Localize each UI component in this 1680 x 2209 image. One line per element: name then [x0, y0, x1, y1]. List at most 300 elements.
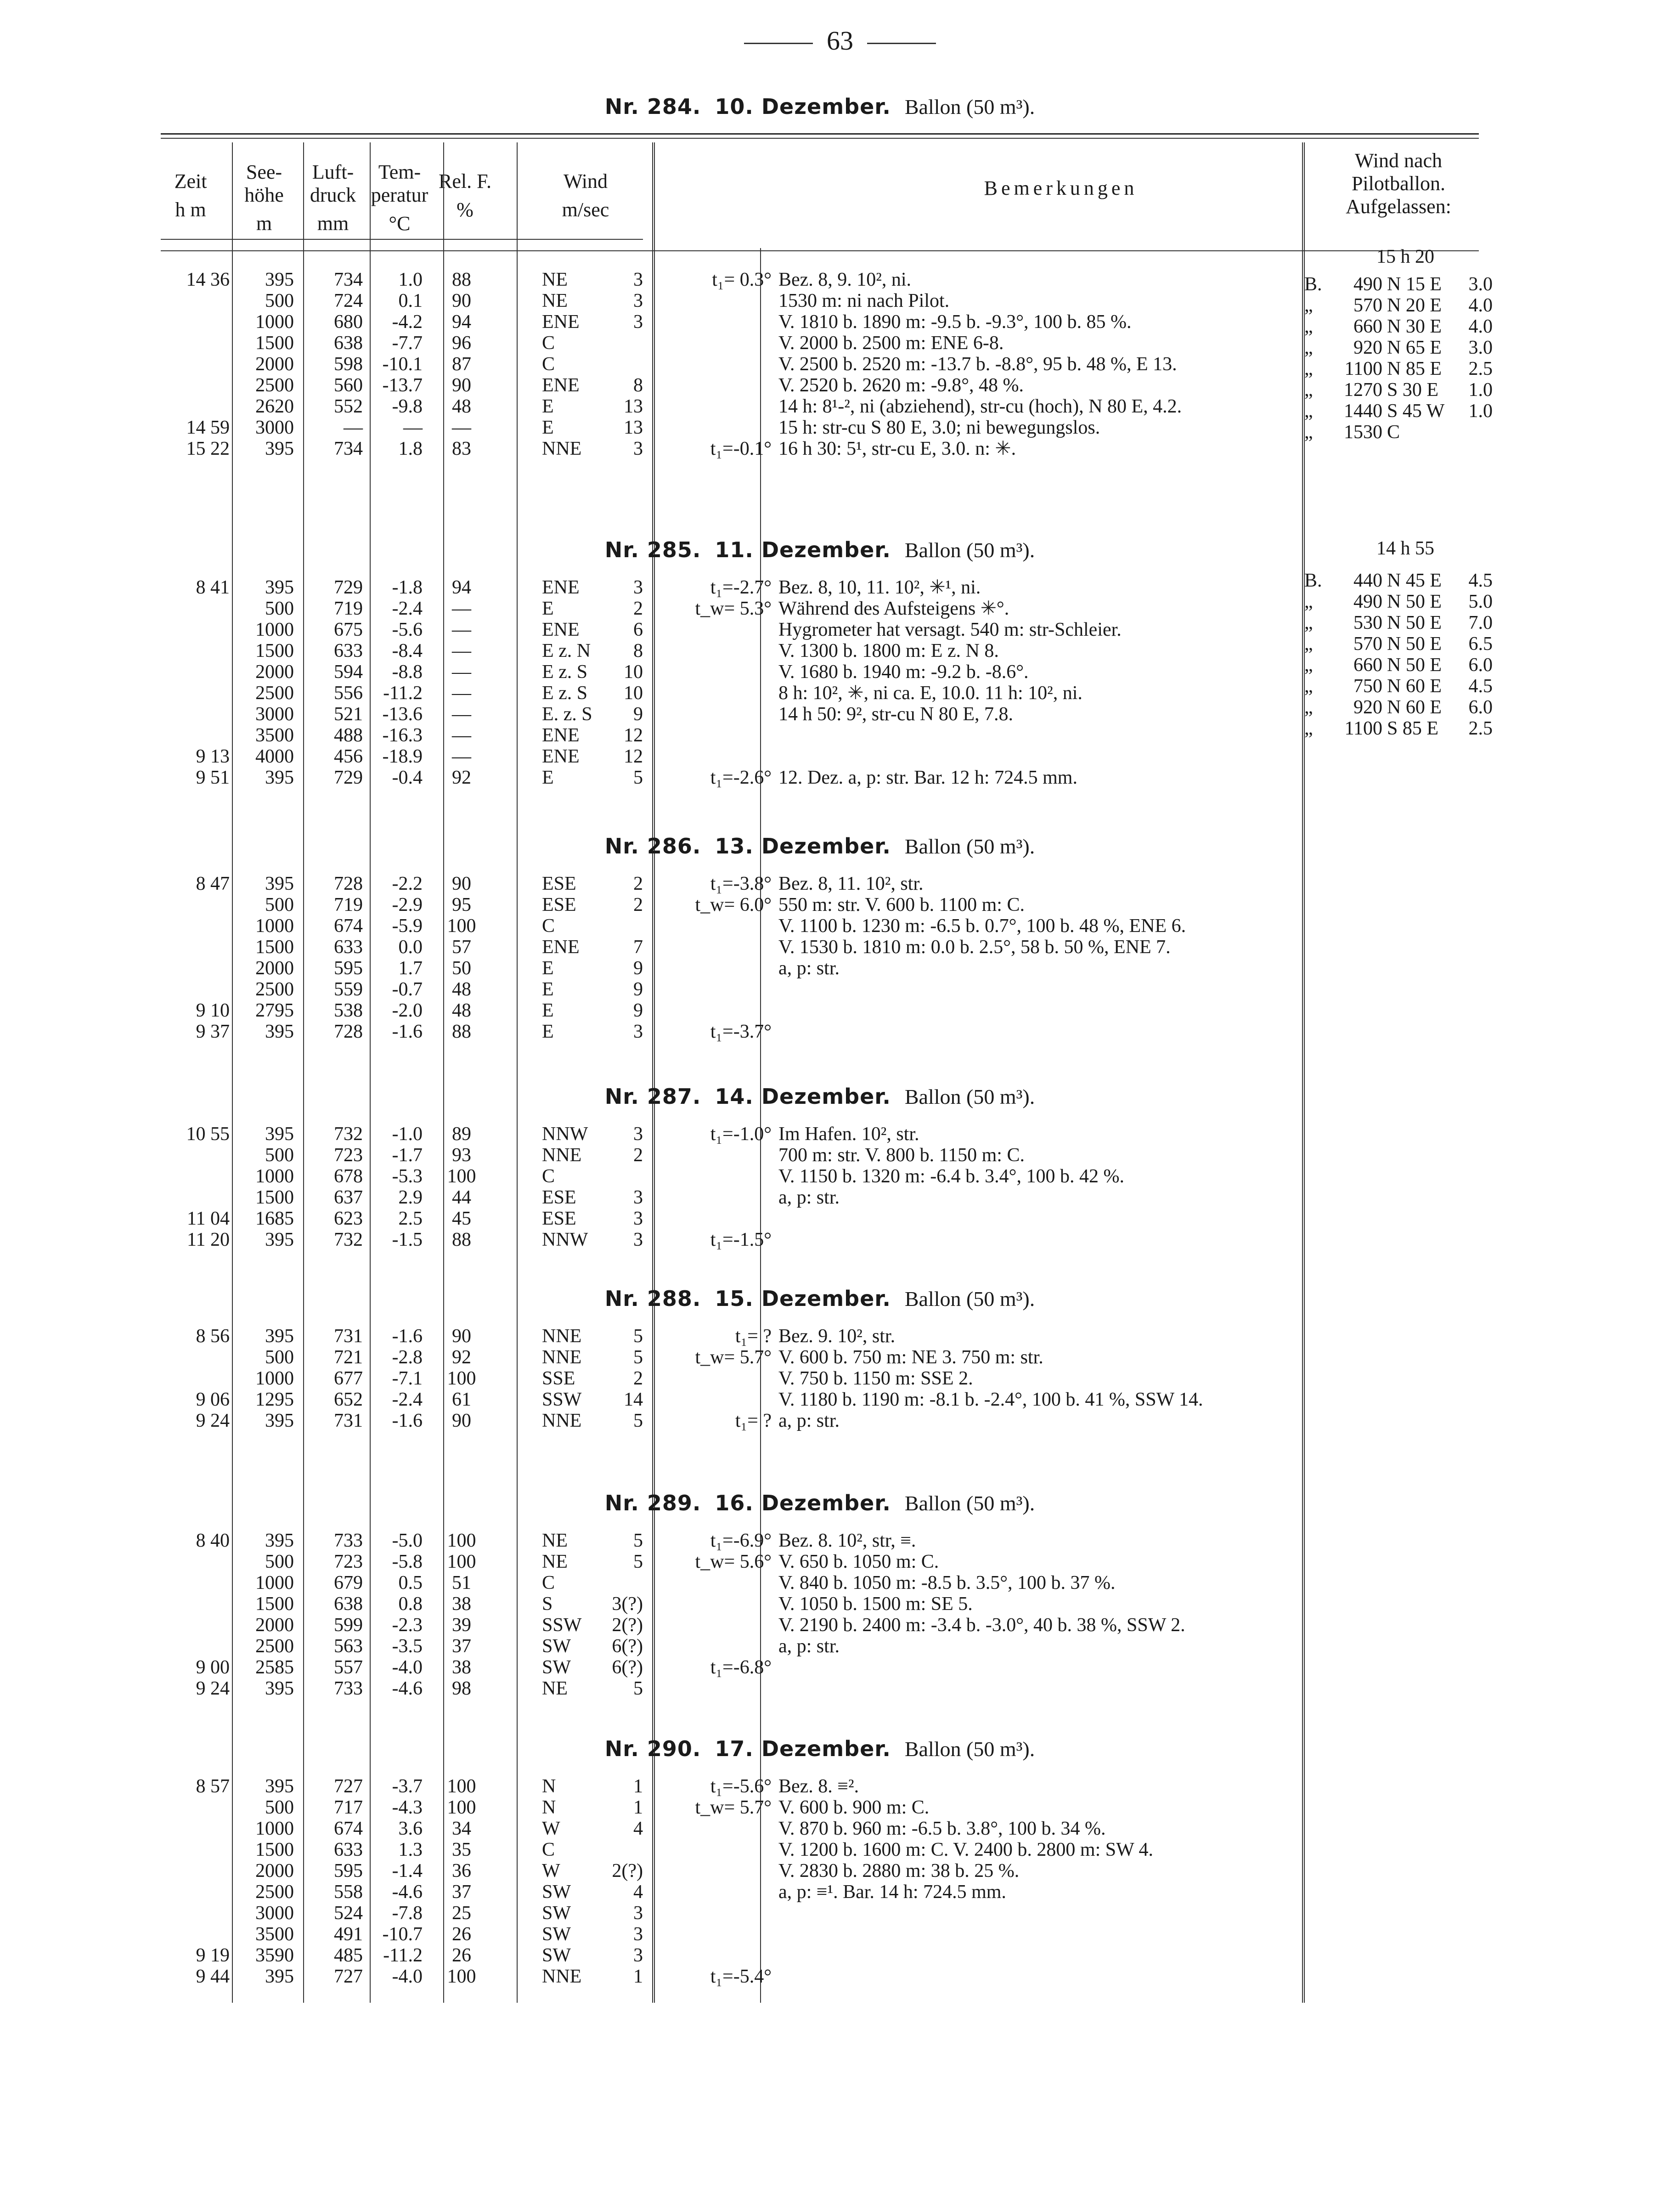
cell-rem: a, p: ≡¹. Bar. 14 h: 724.5 mm.: [778, 1881, 1006, 1903]
cell-rem: V. 650 b. 1050 m: C.: [778, 1551, 939, 1572]
cell-druck: 727: [334, 1966, 363, 1987]
pilot-pre: „: [1304, 379, 1313, 401]
cell-wspd: 3: [633, 269, 643, 290]
cell-rem: 700 m: str. V. 800 b. 1150 m: C.: [778, 1145, 1025, 1166]
cell-rem: Bez. 8, 9. 10², ni.: [778, 269, 912, 290]
cell-wspd: 9: [633, 1000, 643, 1021]
cell-wspd: 2: [633, 1368, 643, 1389]
table-row: [161, 1923, 1483, 1946]
cell-temp: -5.8: [392, 1551, 423, 1572]
cell-temp: -4.6: [392, 1678, 423, 1699]
pilot-alt: 570: [1353, 295, 1382, 316]
cell-hoehe: 2000: [255, 661, 294, 683]
cell-rel: 88: [452, 1021, 471, 1042]
cell-zeit: 9 24: [196, 1678, 230, 1699]
cell-rem: 8 h: 10², ✳, ni ca. E, 10.0. 11 h: 10², ni.: [778, 683, 1082, 704]
table-row: [161, 1860, 1483, 1882]
cell-wdir: C: [542, 1572, 555, 1593]
pilot-spd: 6.0: [1468, 697, 1493, 718]
cell-tt: t₁= ?: [735, 1410, 772, 1431]
pilot-alt: 920: [1353, 337, 1382, 358]
cell-wspd: 6: [633, 619, 643, 640]
cell-rem: a, p: str.: [778, 958, 840, 979]
cell-wdir: ENE: [542, 311, 580, 333]
cell-wdir: NNW: [542, 1229, 588, 1250]
cell-temp: -10.1: [382, 354, 423, 375]
cell-wdir: E z. S: [542, 683, 588, 704]
cell-druck: —: [344, 417, 363, 438]
header-seehoehe-label: See-höhe: [244, 161, 284, 206]
cell-wdir: SSW: [542, 1615, 582, 1636]
cell-wdir: SW: [542, 1924, 571, 1945]
cell-rel: 100: [447, 1530, 476, 1551]
cell-druck: 652: [334, 1389, 363, 1410]
cell-wdir: SW: [542, 1881, 571, 1903]
cell-rel: 88: [452, 269, 471, 290]
cell-temp: -4.0: [392, 1657, 423, 1678]
table-top-rule: [161, 133, 1479, 135]
cell-hoehe: 1500: [255, 1593, 294, 1615]
cell-druck: 557: [334, 1657, 363, 1678]
cell-temp: -18.9: [382, 746, 423, 767]
cell-rel: —: [452, 640, 471, 661]
cell-druck: 491: [334, 1924, 363, 1945]
table-row: [161, 1775, 1483, 1798]
pilot-row: [1304, 696, 1497, 719]
cell-tt: t₁=-6.9°: [710, 1530, 772, 1551]
cell-druck: 719: [334, 894, 363, 915]
cell-rel: 25: [452, 1903, 471, 1924]
cell-rem: V. 1810 b. 1890 m: -9.5 b. -9.3°, 100 b. 85 %.: [778, 311, 1132, 333]
pilot-alt: 530: [1353, 612, 1382, 633]
table-row: [161, 1367, 1483, 1390]
cell-hoehe: 2500: [255, 683, 294, 704]
cell-druck: 679: [334, 1572, 363, 1593]
table-row: [161, 438, 1483, 460]
cell-hoehe: 500: [265, 894, 294, 915]
cell-temp: -9.8: [392, 396, 423, 417]
cell-wspd: 4: [633, 1881, 643, 1903]
page-number: [0, 25, 1680, 56]
cell-hoehe: 395: [265, 577, 294, 598]
cell-wspd: 5: [633, 1530, 643, 1551]
ascent-number: Nr. 289.: [604, 1491, 701, 1515]
pilot-row: [1304, 400, 1497, 423]
ascent-date: 15. Dezember.: [715, 1286, 891, 1311]
cell-hoehe: 395: [265, 1124, 294, 1145]
cell-rel: 100: [447, 1166, 476, 1187]
cell-tt: t₁=-2.6°: [710, 767, 772, 788]
pilot-alt: 1530: [1344, 422, 1382, 443]
cell-druck: 674: [334, 1818, 363, 1839]
header-zeit: [161, 170, 220, 221]
table-row: [161, 1021, 1483, 1043]
pilot-spd: 1.0: [1468, 401, 1493, 422]
cell-druck: 677: [334, 1368, 363, 1389]
cell-rel: 26: [452, 1924, 471, 1945]
table-row: [161, 703, 1483, 726]
page-number-text: 63: [827, 26, 853, 56]
table-row: [161, 1839, 1483, 1861]
pilot-pre: „: [1304, 633, 1313, 655]
cell-tt: t_w= 5.3°: [695, 598, 772, 619]
table-row: [161, 1614, 1483, 1637]
pilot-spd: 6.5: [1468, 633, 1493, 655]
cell-wdir: NNE: [542, 1145, 582, 1166]
cell-wspd: 2: [633, 1145, 643, 1166]
cell-wspd: 10: [624, 661, 643, 683]
table-row: [161, 395, 1483, 418]
cell-zeit: 11 04: [187, 1208, 230, 1229]
ascent-number: Nr. 290.: [604, 1736, 701, 1761]
cell-rel: 51: [452, 1572, 471, 1593]
cell-wdir: E: [542, 396, 554, 417]
cell-wspd: 3: [633, 577, 643, 598]
cell-wspd: 9: [633, 979, 643, 1000]
cell-druck: 731: [334, 1410, 363, 1431]
pilot-spd: 4.5: [1468, 676, 1493, 697]
pilot-pre: „: [1304, 358, 1313, 379]
cell-temp: -13.6: [382, 704, 423, 725]
header-zeit-unit: h m: [175, 198, 206, 221]
page-number-rule-left: [744, 43, 813, 44]
cell-rel: 100: [447, 1551, 476, 1572]
ascent-number: Nr. 285.: [604, 537, 701, 562]
cell-druck: 680: [334, 311, 363, 333]
pilot-launch-time: 14 h 55: [1376, 538, 1434, 559]
cell-temp: -7.7: [392, 333, 423, 354]
pilot-row: [1304, 654, 1497, 677]
cell-rem: V. 1300 b. 1800 m: E z. N 8.: [778, 640, 999, 661]
cell-hoehe: 500: [265, 1797, 294, 1818]
cell-rel: 94: [452, 311, 471, 333]
table-row: [161, 1635, 1483, 1658]
pilot-pre: „: [1304, 655, 1313, 676]
table-row: [161, 1389, 1483, 1411]
pilot-alt: 490: [1353, 274, 1382, 295]
cell-temp: -11.2: [383, 1945, 423, 1966]
cell-temp: 1.7: [398, 958, 423, 979]
cell-temp: -1.6: [392, 1410, 423, 1431]
pilot-pre: „: [1304, 401, 1313, 422]
ascent-ballon: Ballon (50 m³).: [904, 95, 1035, 119]
cell-temp: -5.3: [392, 1166, 423, 1187]
cell-druck: 734: [334, 438, 363, 459]
pilot-dir: N 20 E: [1387, 295, 1442, 316]
ascent-number: Nr. 288.: [604, 1286, 701, 1311]
table-row: [161, 353, 1483, 376]
cell-hoehe: 2500: [255, 979, 294, 1000]
cell-druck: 633: [334, 640, 363, 661]
pilot-pre: „: [1304, 612, 1313, 633]
cell-tt: t₁=-1.0°: [710, 1124, 772, 1145]
table-row: [161, 1165, 1483, 1188]
cell-rel: 38: [452, 1593, 471, 1615]
cell-wdir: E z. S: [542, 661, 588, 683]
cell-hoehe: 1500: [255, 333, 294, 354]
cell-wdir: NNW: [542, 1124, 588, 1145]
cell-wdir: SSW: [542, 1389, 582, 1410]
cell-temp: -10.7: [382, 1924, 423, 1945]
pilot-dir: N 50 E: [1387, 591, 1442, 612]
cell-wspd: 5: [633, 1326, 643, 1347]
cell-rel: 39: [452, 1615, 471, 1636]
cell-druck: 723: [334, 1551, 363, 1572]
cell-rel: 98: [452, 1678, 471, 1699]
table-row: [161, 1123, 1483, 1146]
cell-temp: -2.4: [392, 1389, 423, 1410]
cell-druck: 721: [334, 1347, 363, 1368]
pilot-row: [1304, 675, 1497, 698]
cell-rel: —: [452, 704, 471, 725]
cell-wspd: 4: [633, 1818, 643, 1839]
cell-hoehe: 1500: [255, 640, 294, 661]
cell-temp: -1.6: [392, 1021, 423, 1042]
cell-rel: —: [452, 661, 471, 683]
cell-wspd: 1: [633, 1776, 643, 1797]
cell-hoehe: 2500: [255, 1881, 294, 1903]
ascent-date: 14. Dezember.: [715, 1084, 891, 1109]
cell-hoehe: 2000: [255, 1860, 294, 1881]
cell-zeit: 9 24: [196, 1410, 230, 1431]
cell-tt: t_w= 5.7°: [695, 1347, 772, 1368]
cell-rel: 26: [452, 1945, 471, 1966]
cell-wdir: NNE: [542, 1966, 582, 1987]
cell-rel: 83: [452, 438, 471, 459]
cell-wspd: 2: [633, 873, 643, 894]
cell-temp: -2.8: [392, 1347, 423, 1368]
table-row: [161, 1881, 1483, 1904]
ascent-title: [161, 1736, 1479, 1761]
cell-temp: -3.7: [392, 1776, 423, 1797]
cell-wdir: C: [542, 1839, 555, 1860]
table-row: [161, 1208, 1483, 1230]
header-wind-unit: m/sec: [562, 198, 609, 221]
pilot-alt: 660: [1353, 316, 1382, 337]
pilot-alt: 750: [1353, 676, 1382, 697]
cell-zeit: 14 36: [186, 269, 230, 290]
ascent-ballon: Ballon (50 m³).: [904, 835, 1035, 858]
cell-tt: t₁=-2.7°: [710, 577, 772, 598]
cell-tt: t_w= 5.7°: [695, 1797, 772, 1818]
cell-rel: 90: [452, 1326, 471, 1347]
cell-rel: 96: [452, 333, 471, 354]
cell-rem: a, p: str.: [778, 1636, 840, 1657]
cell-druck: 717: [334, 1797, 363, 1818]
cell-hoehe: 1500: [255, 937, 294, 958]
cell-wdir: NE: [542, 1678, 568, 1699]
cell-tt: t₁= 0.3°: [712, 269, 772, 290]
ascent-title: [161, 1286, 1479, 1311]
cell-tt: t₁= ?: [735, 1326, 772, 1347]
pilot-row: [1304, 612, 1497, 634]
cell-zeit: 8 57: [196, 1776, 230, 1797]
cell-wspd: 8: [633, 640, 643, 661]
cell-hoehe: 3000: [255, 1903, 294, 1924]
cell-temp: 0.5: [398, 1572, 423, 1593]
cell-druck: 558: [334, 1881, 363, 1903]
pilot-pre: „: [1304, 337, 1313, 358]
table-row: [161, 873, 1483, 895]
cell-rel: 48: [452, 979, 471, 1000]
cell-wdir: E: [542, 598, 554, 619]
cell-temp: -7.1: [392, 1368, 423, 1389]
cell-druck: 732: [334, 1229, 363, 1250]
pilot-row: [1304, 421, 1497, 444]
cell-temp: -5.6: [392, 619, 423, 640]
ascent-ballon: Ballon (50 m³).: [904, 538, 1035, 562]
cell-wdir: NNE: [542, 1410, 582, 1431]
header-bemerkungen-label: Bemerkungen: [984, 177, 1138, 199]
cell-rem: V. 600 b. 750 m: NE 3. 750 m: str.: [778, 1347, 1043, 1368]
cell-wdir: N: [542, 1776, 556, 1797]
header-luftdruck-label: Luft-druck: [310, 161, 356, 206]
cell-zeit: 9 37: [196, 1021, 230, 1042]
header-luftdruck-unit: mm: [317, 212, 349, 235]
cell-hoehe: 1000: [255, 1818, 294, 1839]
cell-rel: 37: [452, 1636, 471, 1657]
cell-wspd: 3: [633, 290, 643, 311]
cell-rem: V. 2830 b. 2880 m: 38 b. 25 %.: [778, 1860, 1020, 1881]
cell-druck: 719: [334, 598, 363, 619]
pilot-row: [1304, 718, 1497, 740]
pilot-spd: 3.0: [1468, 337, 1493, 358]
table-row: [161, 1551, 1483, 1573]
cell-wspd: 14: [624, 1389, 643, 1410]
header-seehoehe: [237, 161, 292, 235]
cell-rem: 14 h: 8¹-², ni (abziehend), str-cu (hoch), N 80 E, 4.2.: [778, 396, 1182, 417]
pilot-row: [1304, 316, 1497, 338]
cell-temp: -8.4: [392, 640, 423, 661]
cell-tt: t_w= 5.6°: [695, 1551, 772, 1572]
cell-wspd: 2(?): [612, 1615, 643, 1636]
cell-wdir: NE: [542, 1530, 568, 1551]
cell-druck: 598: [334, 354, 363, 375]
cell-temp: —: [403, 417, 423, 438]
cell-druck: 524: [334, 1903, 363, 1924]
cell-temp: -4.6: [392, 1881, 423, 1903]
cell-temp: -2.2: [392, 873, 423, 894]
cell-wdir: ENE: [542, 375, 580, 396]
cell-wspd: 1: [633, 1966, 643, 1987]
cell-rel: 61: [452, 1389, 471, 1410]
cell-druck: 556: [334, 683, 363, 704]
cell-zeit: 9 19: [196, 1945, 230, 1966]
cell-rel: 38: [452, 1657, 471, 1678]
cell-wdir: SW: [542, 1657, 571, 1678]
cell-temp: 0.0: [398, 937, 423, 958]
cell-druck: 599: [334, 1615, 363, 1636]
pilot-spd: 4.0: [1468, 295, 1493, 316]
cell-wspd: 3: [633, 1924, 643, 1945]
cell-hoehe: 395: [265, 1966, 294, 1987]
ascent-title: [161, 1084, 1479, 1109]
cell-wdir: ESE: [542, 1208, 576, 1229]
cell-wdir: SW: [542, 1636, 571, 1657]
pilot-spd: 1.0: [1468, 379, 1493, 401]
cell-zeit: 8 41: [196, 577, 230, 598]
cell-zeit: 10 55: [186, 1124, 230, 1145]
cell-rel: 92: [452, 767, 471, 788]
cell-hoehe: 395: [265, 1021, 294, 1042]
cell-zeit: 15 22: [186, 438, 230, 459]
cell-hoehe: 1000: [255, 1166, 294, 1187]
ascent-title: [161, 94, 1479, 119]
cell-wdir: C: [542, 354, 555, 375]
cell-rel: 92: [452, 1347, 471, 1368]
ascent-number: Nr. 287.: [604, 1084, 701, 1109]
cell-wdir: SW: [542, 1903, 571, 1924]
cell-wspd: 3: [633, 1124, 643, 1145]
cell-hoehe: 2500: [255, 1636, 294, 1657]
pilot-spd: 2.5: [1468, 358, 1493, 379]
table-row: [161, 1325, 1483, 1348]
pilot-dir: N 65 E: [1387, 337, 1442, 358]
cell-tt: t₁=-1.5°: [710, 1229, 772, 1250]
cell-hoehe: 1000: [255, 1368, 294, 1389]
pilot-alt: 570: [1353, 633, 1382, 655]
table-header: [161, 138, 1479, 253]
cell-druck: 728: [334, 873, 363, 894]
cell-wdir: NE: [542, 269, 568, 290]
cell-rel: 90: [452, 290, 471, 311]
cell-rel: 93: [452, 1145, 471, 1166]
cell-rem: 1530 m: ni nach Pilot.: [778, 290, 950, 311]
pilot-alt: 490: [1353, 591, 1382, 612]
cell-wspd: 6(?): [612, 1636, 643, 1657]
cell-wdir: W: [542, 1818, 560, 1839]
cell-hoehe: 1000: [255, 915, 294, 937]
cell-druck: 633: [334, 1839, 363, 1860]
pilot-pre: „: [1304, 591, 1313, 612]
cell-druck: 595: [334, 958, 363, 979]
cell-hoehe: 500: [265, 1551, 294, 1572]
cell-zeit: 9 13: [196, 746, 230, 767]
cell-rem: V. 600 b. 900 m: C.: [778, 1797, 930, 1818]
cell-wspd: 5: [633, 1678, 643, 1699]
cell-hoehe: 3000: [255, 417, 294, 438]
cell-wspd: 3: [633, 1229, 643, 1250]
cell-druck: 638: [334, 333, 363, 354]
cell-temp: -1.0: [392, 1124, 423, 1145]
pilot-pre: „: [1304, 422, 1313, 443]
cell-wspd: 3: [633, 1187, 643, 1208]
cell-hoehe: 1000: [255, 619, 294, 640]
cell-hoehe: 3000: [255, 704, 294, 725]
cell-zeit: 9 51: [196, 767, 230, 788]
cell-wspd: 3: [633, 1021, 643, 1042]
cell-rel: 90: [452, 873, 471, 894]
cell-wdir: ESE: [542, 873, 576, 894]
cell-rel: 100: [447, 1797, 476, 1818]
cell-druck: 637: [334, 1187, 363, 1208]
cell-wdir: C: [542, 333, 555, 354]
cell-rel: 100: [447, 1776, 476, 1797]
cell-rel: —: [452, 417, 471, 438]
pilot-row: [1304, 591, 1497, 613]
header-unit-rule: [161, 239, 643, 240]
cell-hoehe: 3500: [255, 1924, 294, 1945]
table-row: [161, 1229, 1483, 1251]
cell-rel: 35: [452, 1839, 471, 1860]
ascent-title: [161, 537, 1479, 562]
ascent-ballon: Ballon (50 m³).: [904, 1737, 1035, 1761]
ascent-date: 11. Dezember.: [715, 537, 891, 562]
cell-rel: 87: [452, 354, 471, 375]
cell-hoehe: 1295: [255, 1389, 294, 1410]
cell-druck: 563: [334, 1636, 363, 1657]
cell-rel: —: [452, 598, 471, 619]
